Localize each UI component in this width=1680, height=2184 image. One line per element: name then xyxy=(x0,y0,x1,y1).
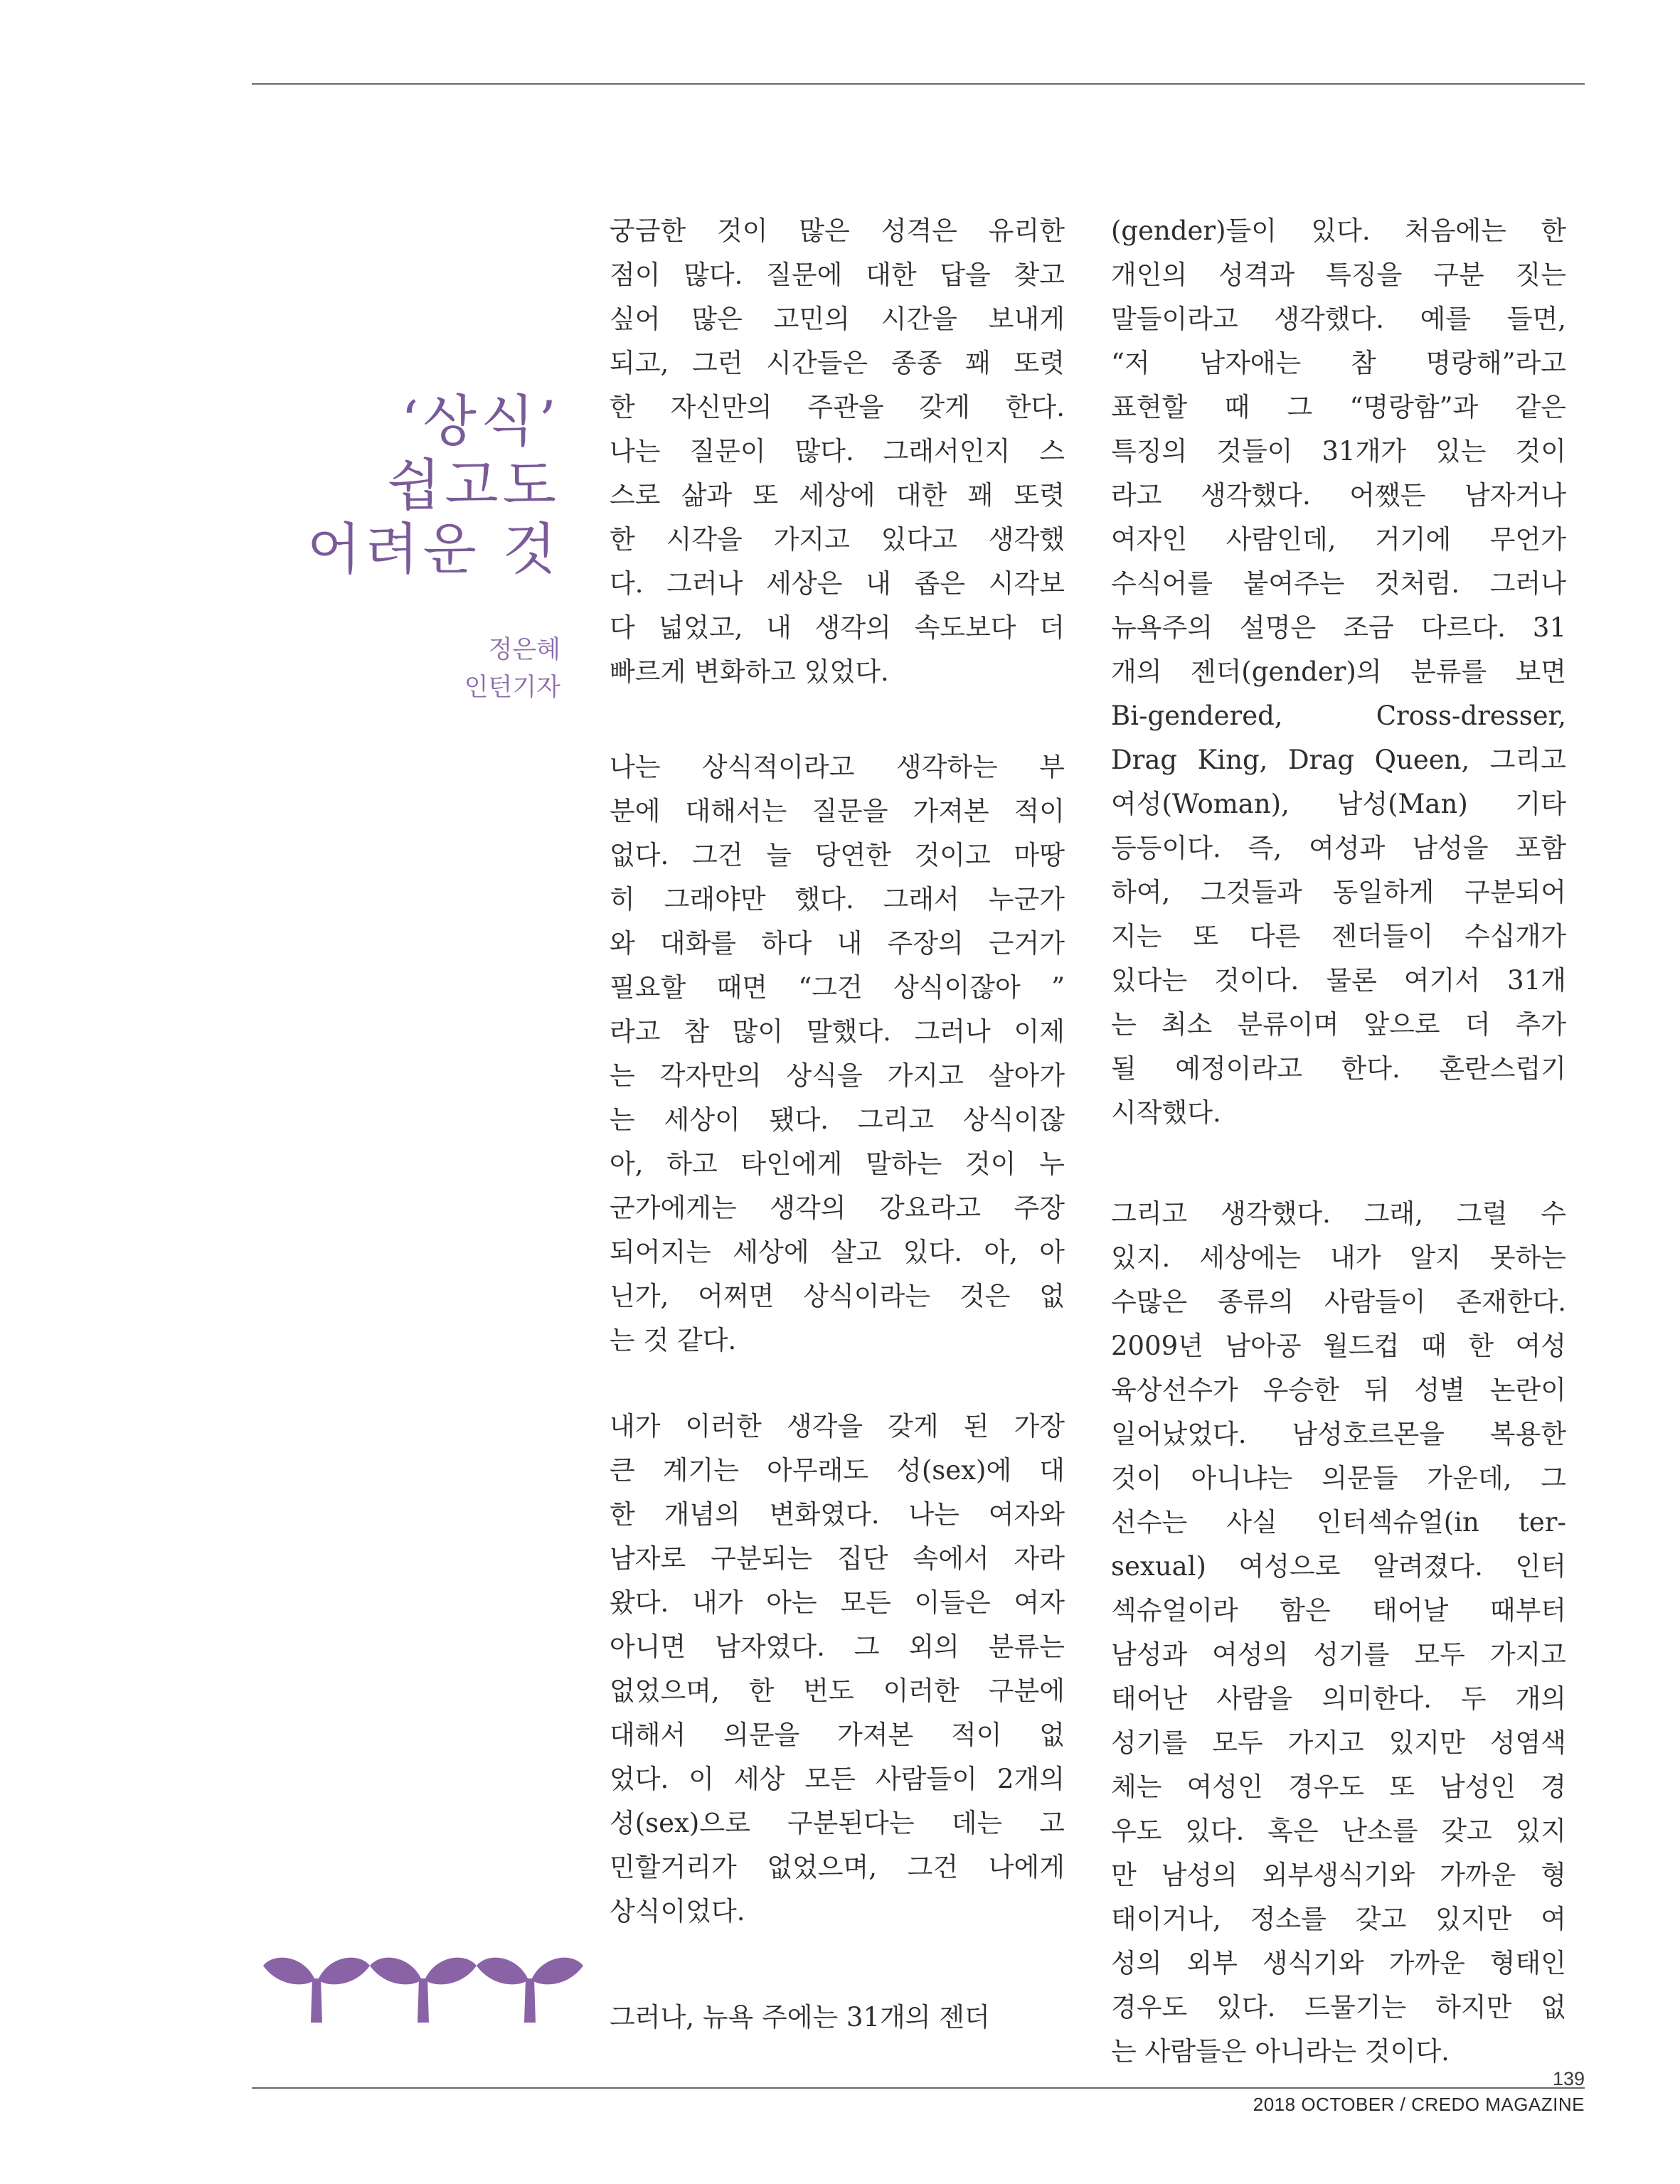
text-line: 다. 그러나 세상은 내 좁은 시각보 xyxy=(610,568,1065,599)
text-line: 등등이다. 즉, 여성과 남성을 포함 xyxy=(1111,833,1566,863)
text-line: 다 넓었고, 내 생각의 속도보다 더 xyxy=(610,612,1065,643)
text-line: 하여, 그것들과 동일하게 구분되어 xyxy=(1111,877,1566,907)
author-byline xyxy=(356,632,560,707)
paragraph xyxy=(1111,1192,1566,2074)
text-line: (gender)들이 있다. 처음에는 한 xyxy=(1111,215,1566,246)
text-line: 시작했다. xyxy=(1111,1097,1221,1128)
text-line: 남자로 구분되는 집단 속에서 자라 xyxy=(610,1543,1065,1574)
bottom-rule xyxy=(252,2087,1585,2089)
text-line: “저 남자애는 참 명랑해”라고 xyxy=(1111,348,1566,378)
publication-footer: 2018 OCTOBER / CREDO MAGAZINE xyxy=(1253,2094,1585,2115)
text-line: 있지. 세상에는 내가 알지 못하는 xyxy=(1111,1242,1566,1273)
paragraph xyxy=(1111,209,1566,1135)
text-line: 있다는 것이다. 물론 여기서 31개 xyxy=(1111,965,1566,996)
text-line: 성(sex)으로 구분된다는 데는 고 xyxy=(610,1808,1065,1838)
paragraph xyxy=(610,1996,1065,2040)
text-line: 수많은 종류의 사람들이 존재한다. xyxy=(1111,1287,1566,1317)
text-line: 와 대화를 하다 내 주장의 근거가 xyxy=(610,928,1065,959)
text-line: 민할거리가 없었으며, 그건 나에게 xyxy=(610,1852,1065,1882)
sprout-icon xyxy=(370,1958,477,2023)
text-line: 육상선수가 우승한 뒤 성별 논란이 xyxy=(1111,1375,1566,1405)
text-line: 뉴욕주의 설명은 조금 다르다. 31 xyxy=(1111,612,1566,643)
text-line: 점이 많다. 질문에 대한 답을 찾고 xyxy=(610,260,1065,290)
text-line: 큰 계기는 아무래도 성(sex)에 대 xyxy=(610,1455,1065,1486)
paragraph xyxy=(610,1405,1065,1934)
text-line: 말들이라고 생각했다. 예를 들면, xyxy=(1111,304,1566,334)
text-line: 없다. 그건 늘 당연한 것이고 마땅 xyxy=(610,840,1065,870)
text-line: 것이 아니냐는 의문들 가운데, 그 xyxy=(1111,1463,1566,1493)
text-line: 나는 질문이 많다. 그래서인지 스 xyxy=(610,436,1065,467)
text-line: 한 시각을 가지고 있다고 생각했 xyxy=(610,524,1065,555)
text-line: 선수는 사실 인터섹슈얼(in ter- xyxy=(1111,1507,1566,1538)
text-line: 표현할 때 그 “명랑함”과 같은 xyxy=(1111,392,1566,422)
text-line: 그리고 생각했다. 그래, 그럴 수 xyxy=(1111,1198,1566,1229)
text-line: 군가에게는 생각의 강요라고 주장 xyxy=(610,1193,1065,1223)
title-line: 쉽고도 xyxy=(386,454,560,518)
title-line: ‘상식’ xyxy=(400,390,560,454)
text-line: 분에 대해서는 질문을 가져본 적이 xyxy=(610,796,1065,826)
text-line: 나는 상식적이라고 생각하는 부 xyxy=(610,752,1065,782)
text-line: 아니면 남자였다. 그 외의 분류는 xyxy=(610,1631,1065,1662)
text-line: 여성(Woman), 남성(Man) 기타 xyxy=(1111,789,1566,819)
title-line: 어려운 것 xyxy=(307,518,560,582)
text-line: 성기를 모두 가지고 있지만 성염색 xyxy=(1111,1727,1566,1758)
paragraph xyxy=(610,209,1065,694)
author-role: 인턴기자 xyxy=(464,673,560,702)
text-line: 섹슈얼이라 함은 태어날 때부터 xyxy=(1111,1595,1566,1626)
text-line: 라고 생각했다. 어쨌든 남자거나 xyxy=(1111,480,1566,511)
text-line: 수식어를 붙여주는 것처럼. 그러나 xyxy=(1111,568,1566,599)
text-line: 되고, 그런 시간들은 종종 꽤 또렷 xyxy=(610,348,1065,378)
text-line: 한 개념의 변화였다. 나는 여자와 xyxy=(610,1499,1065,1530)
text-line: 는 사람들은 아니라는 것이다. xyxy=(1111,2036,1450,2067)
top-rule xyxy=(252,83,1585,85)
text-line: 될 예정이라고 한다. 혼란스럽기 xyxy=(1111,1053,1566,1084)
author-name: 정은혜 xyxy=(488,636,560,664)
text-line: 아, 하고 타인에게 말하는 것이 누 xyxy=(610,1149,1065,1179)
text-line: 그러나, 뉴욕 주에는 31개의 젠더 xyxy=(610,2002,990,2033)
text-line: 체는 여성인 경우도 또 남성인 경 xyxy=(1111,1772,1566,1802)
text-line: 빠르게 변화하고 있었다. xyxy=(610,656,889,687)
text-line: 라고 참 많이 말했다. 그러나 이제 xyxy=(610,1016,1065,1047)
sprout-icon xyxy=(477,1958,583,2023)
text-line: 상식이었다. xyxy=(610,1896,745,1927)
text-line: 싶어 많은 고민의 시간을 보내게 xyxy=(610,304,1065,334)
text-line: 우도 있다. 혹은 난소를 갖고 있지 xyxy=(1111,1816,1566,1846)
page-number: 139 xyxy=(1552,2068,1585,2089)
text-line: 개인의 성격과 특징을 구분 짓는 xyxy=(1111,260,1566,290)
text-line: 스로 삶과 또 세상에 대한 꽤 또렷 xyxy=(610,480,1065,511)
text-line: 는 최소 분류이며 앞으로 더 추가 xyxy=(1111,1009,1566,1040)
text-line: 닌가, 어쩌면 상식이라는 것은 없 xyxy=(610,1281,1065,1311)
sprout-icon xyxy=(263,1958,370,2023)
text-line: 남성과 여성의 성기를 모두 가지고 xyxy=(1111,1639,1566,1670)
text-line: 는 세상이 됐다. 그리고 상식이잖 xyxy=(610,1104,1065,1135)
text-line: 특징의 것들이 31개가 있는 것이 xyxy=(1111,436,1566,467)
text-line: 필요할 때면 “그건 상식이잖아 ” xyxy=(610,972,1065,1003)
text-line: Drag King, Drag Queen, 그리고 xyxy=(1111,745,1566,775)
text-line: 궁금한 것이 많은 성격은 유리한 xyxy=(610,215,1065,246)
text-line: 개의 젠더(gender)의 분류를 보면 xyxy=(1111,656,1566,687)
text-line: 지는 또 다른 젠더들이 수십개가 xyxy=(1111,921,1566,952)
text-line: 왔다. 내가 아는 모든 이들은 여자 xyxy=(610,1587,1065,1618)
text-line: sexual) 여성으로 알려졌다. 인터 xyxy=(1111,1551,1566,1582)
text-line: 는 것 같다. xyxy=(610,1325,737,1355)
text-line: 히 그래야만 했다. 그래서 누군가 xyxy=(610,884,1065,915)
text-line: 태어난 사람을 의미한다. 두 개의 xyxy=(1111,1683,1566,1714)
text-line: 대해서 의문을 가져본 적이 없 xyxy=(610,1720,1065,1750)
text-line: 었다. 이 세상 모든 사람들이 2개의 xyxy=(610,1764,1065,1794)
article-title xyxy=(256,390,560,582)
text-line: 여자인 사람인데, 거기에 무언가 xyxy=(1111,524,1566,555)
text-line: 한 자신만의 주관을 갖게 한다. xyxy=(610,392,1065,422)
text-line: 일어났었다. 남성호르몬을 복용한 xyxy=(1111,1419,1566,1449)
text-line: 내가 이러한 생각을 갖게 된 가장 xyxy=(610,1411,1065,1442)
paragraph xyxy=(610,745,1065,1363)
text-line: 태이거나, 정소를 갖고 있지만 여 xyxy=(1111,1904,1566,1934)
text-line: 되어지는 세상에 살고 있다. 아, 아 xyxy=(610,1237,1065,1267)
text-line: 는 각자만의 상식을 가지고 살아가 xyxy=(610,1060,1065,1091)
text-line: Bi-gendered, Cross-dresser, xyxy=(1111,701,1566,731)
text-line: 만 남성의 외부생식기와 가까운 형 xyxy=(1111,1860,1566,1890)
sprout-decoration xyxy=(262,1949,585,2023)
text-line: 없었으며, 한 번도 이러한 구분에 xyxy=(610,1676,1065,1706)
text-line: 성의 외부 생식기와 가까운 형태인 xyxy=(1111,1948,1566,1978)
text-line: 2009년 남아공 월드컵 때 한 여성 xyxy=(1111,1331,1566,1361)
text-line: 경우도 있다. 드물기는 하지만 없 xyxy=(1111,1992,1566,2023)
